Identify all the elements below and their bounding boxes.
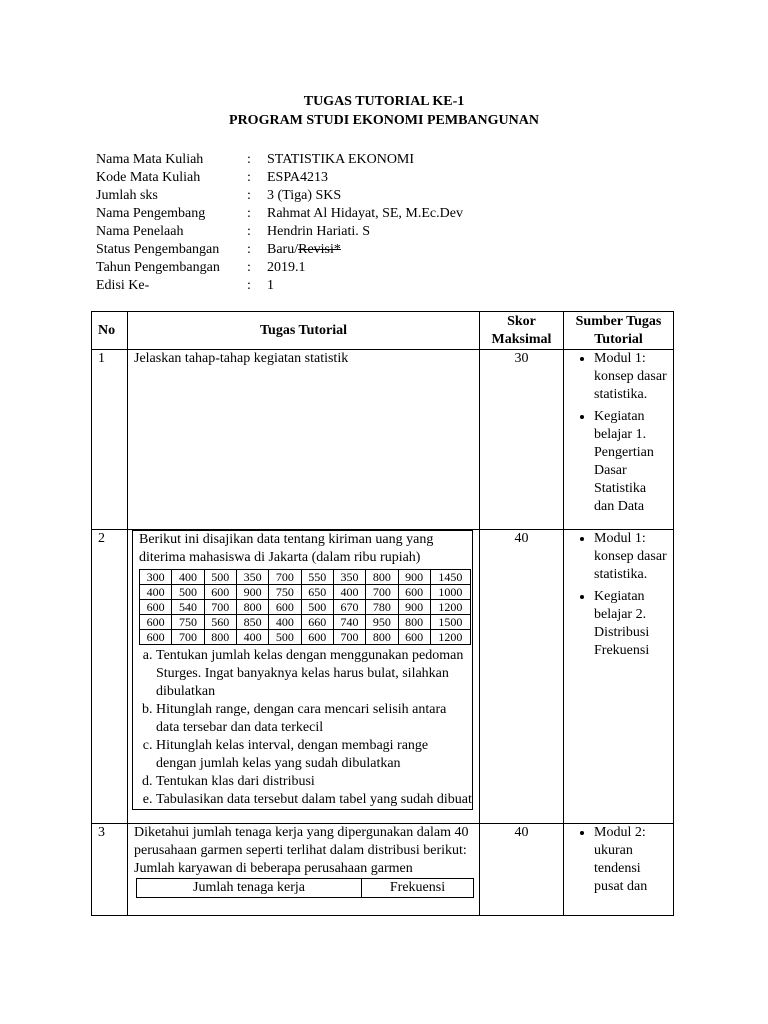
data-cell: 900	[236, 585, 268, 600]
row-no: 1	[92, 350, 128, 530]
row-task: Jelaskan tahap-tahap kegiatan statistik	[128, 350, 480, 530]
info-row-course-name: Nama Mata Kuliah : STATISTIKA EKONOMI	[96, 152, 415, 167]
row-score: 40	[480, 530, 564, 824]
data-cell: 660	[301, 615, 333, 630]
question-list	[139, 647, 472, 809]
data-row	[140, 615, 471, 630]
header-skor: Skor Maksimal	[480, 312, 564, 350]
data-cell: 800	[398, 615, 430, 630]
question-item: b. Hitunglah range, dengan cara mencari selisih antara data tersebar dan data terkecil	[156, 701, 472, 737]
data-cell: 560	[204, 615, 236, 630]
data-cell: 600	[204, 585, 236, 600]
data-cell: 540	[172, 600, 204, 615]
data-row	[140, 630, 471, 645]
table-row	[92, 530, 674, 824]
data-cell: 1000	[430, 585, 470, 600]
info-row-course-code: Kode Mata Kuliah : ESPA4213	[96, 170, 328, 185]
info-row-status: Status Pengembangan : Baru/ Revisi*	[96, 242, 341, 257]
data-row	[140, 585, 471, 600]
data-cell: 800	[236, 600, 268, 615]
info-row-year: Tahun Pengembangan : 2019.1	[96, 260, 306, 275]
data-cell: 500	[172, 585, 204, 600]
data-row	[140, 600, 471, 615]
document-subtitle: PROGRAM STUDI EKONOMI PEMBANGUNAN	[229, 113, 539, 128]
frequency-table	[136, 878, 474, 898]
task-subtitle: Jumlah karyawan di beberapa perusahaan garmen	[134, 861, 413, 876]
info-row-developer: Nama Pengembang : Rahmat Al Hidayat, SE, M.Ec.Dev	[96, 206, 463, 221]
data-cell: 800	[366, 630, 398, 645]
data-cell: 740	[333, 615, 365, 630]
question-item: c. Hitunglah kelas interval, dengan membagi range dengan jumlah kelas yang sudah dibulatkan	[156, 737, 472, 773]
data-cell: 600	[140, 630, 172, 645]
data-cell: 400	[140, 585, 172, 600]
money-data-table	[139, 569, 471, 645]
source-item: • Kegiatan belajar 1. Pengertian Dasar Statistika dan Data	[594, 408, 667, 516]
question-item: a. Tentukan jumlah kelas dengan menggunakan pedoman Sturges. Ingat banyaknya kelas harus bulat, silahkan dibulatkan	[156, 647, 472, 701]
row-no: 2	[92, 530, 128, 824]
data-cell: 350	[333, 570, 365, 585]
data-cell: 500	[301, 600, 333, 615]
row-score: 40	[480, 824, 564, 916]
course-info	[96, 151, 463, 295]
data-cell: 700	[204, 600, 236, 615]
row-task	[128, 530, 480, 824]
data-cell: 700	[366, 585, 398, 600]
task-box	[132, 530, 473, 810]
data-cell: 600	[140, 600, 172, 615]
data-cell: 700	[172, 630, 204, 645]
data-cell: 550	[301, 570, 333, 585]
data-cell: 800	[366, 570, 398, 585]
question-item: d. Tentukan klas dari distribusi	[156, 773, 472, 791]
data-cell: 1450	[430, 570, 470, 585]
data-cell: 600	[301, 630, 333, 645]
data-cell: 900	[398, 570, 430, 585]
data-cell: 700	[269, 570, 301, 585]
task-intro: Berikut ini disajikan data tentang kiriman uang yang diterima mahasiswa di Jakarta (dalam ribu rupiah)	[139, 532, 434, 565]
data-cell: 400	[333, 585, 365, 600]
question-item: e. Tabulasikan data tersebut dalam tabel yang sudah dibuat	[156, 791, 472, 809]
info-row-reviewer: Nama Penelaah : Hendrin Hariati. S	[96, 224, 371, 239]
table-row	[92, 350, 674, 530]
data-cell: 800	[204, 630, 236, 645]
data-cell: 400	[269, 615, 301, 630]
row-score: 30	[480, 350, 564, 530]
table-row	[92, 824, 674, 916]
info-row-edition: Edisi Ke- : 1	[96, 278, 274, 293]
data-cell: 670	[333, 600, 365, 615]
data-row	[140, 570, 471, 585]
data-cell: 850	[236, 615, 268, 630]
data-cell: 600	[140, 615, 172, 630]
table-header-row	[92, 312, 674, 350]
data-cell: 650	[301, 585, 333, 600]
freq-header: Jumlah tenaga kerja	[137, 879, 362, 898]
data-cell: 1200	[430, 600, 470, 615]
data-cell: 750	[172, 615, 204, 630]
source-item: • Kegiatan belajar 2. Distribusi Frekuensi	[594, 588, 667, 660]
data-cell: 1200	[430, 630, 470, 645]
struck-text: Revisi*	[298, 242, 341, 257]
data-cell: 1500	[430, 615, 470, 630]
frequency-header-row	[137, 879, 474, 898]
data-cell: 600	[269, 600, 301, 615]
row-source	[564, 530, 674, 824]
source-item: • Modul 1: konsep dasar statistika.	[594, 350, 667, 404]
data-cell: 400	[236, 630, 268, 645]
row-task	[128, 824, 480, 916]
data-cell: 600	[398, 630, 430, 645]
data-cell: 900	[398, 600, 430, 615]
data-cell: 500	[269, 630, 301, 645]
task-intro: Diketahui jumlah tenaga kerja yang dipergunakan dalam 40 perusahaan garmen seperti terlihat dalam distribusi berikut:	[134, 825, 469, 858]
tutorial-table	[91, 311, 674, 916]
data-cell: 750	[269, 585, 301, 600]
info-row-sks: Jumlah sks : 3 (Tiga) SKS	[96, 188, 342, 203]
data-cell: 300	[140, 570, 172, 585]
data-cell: 400	[172, 570, 204, 585]
document-title: TUGAS TUTORIAL KE-1	[303, 94, 465, 109]
row-no: 3	[92, 824, 128, 916]
row-source	[564, 824, 674, 916]
data-cell: 950	[366, 615, 398, 630]
data-cell: 500	[204, 570, 236, 585]
data-cell: 780	[366, 600, 398, 615]
row-source	[564, 350, 674, 530]
header-tugas: Tugas Tutorial	[128, 312, 480, 350]
source-item: • Modul 2: ukuran tendensi pusat dan	[594, 824, 667, 896]
data-cell: 350	[236, 570, 268, 585]
header-no: No	[92, 312, 128, 350]
freq-header: Frekuensi	[362, 879, 474, 898]
header-sumber: Sumber Tugas Tutorial	[564, 312, 674, 350]
source-item: • Modul 1: konsep dasar statistika.	[594, 530, 667, 584]
data-cell: 600	[398, 585, 430, 600]
data-cell: 700	[333, 630, 365, 645]
